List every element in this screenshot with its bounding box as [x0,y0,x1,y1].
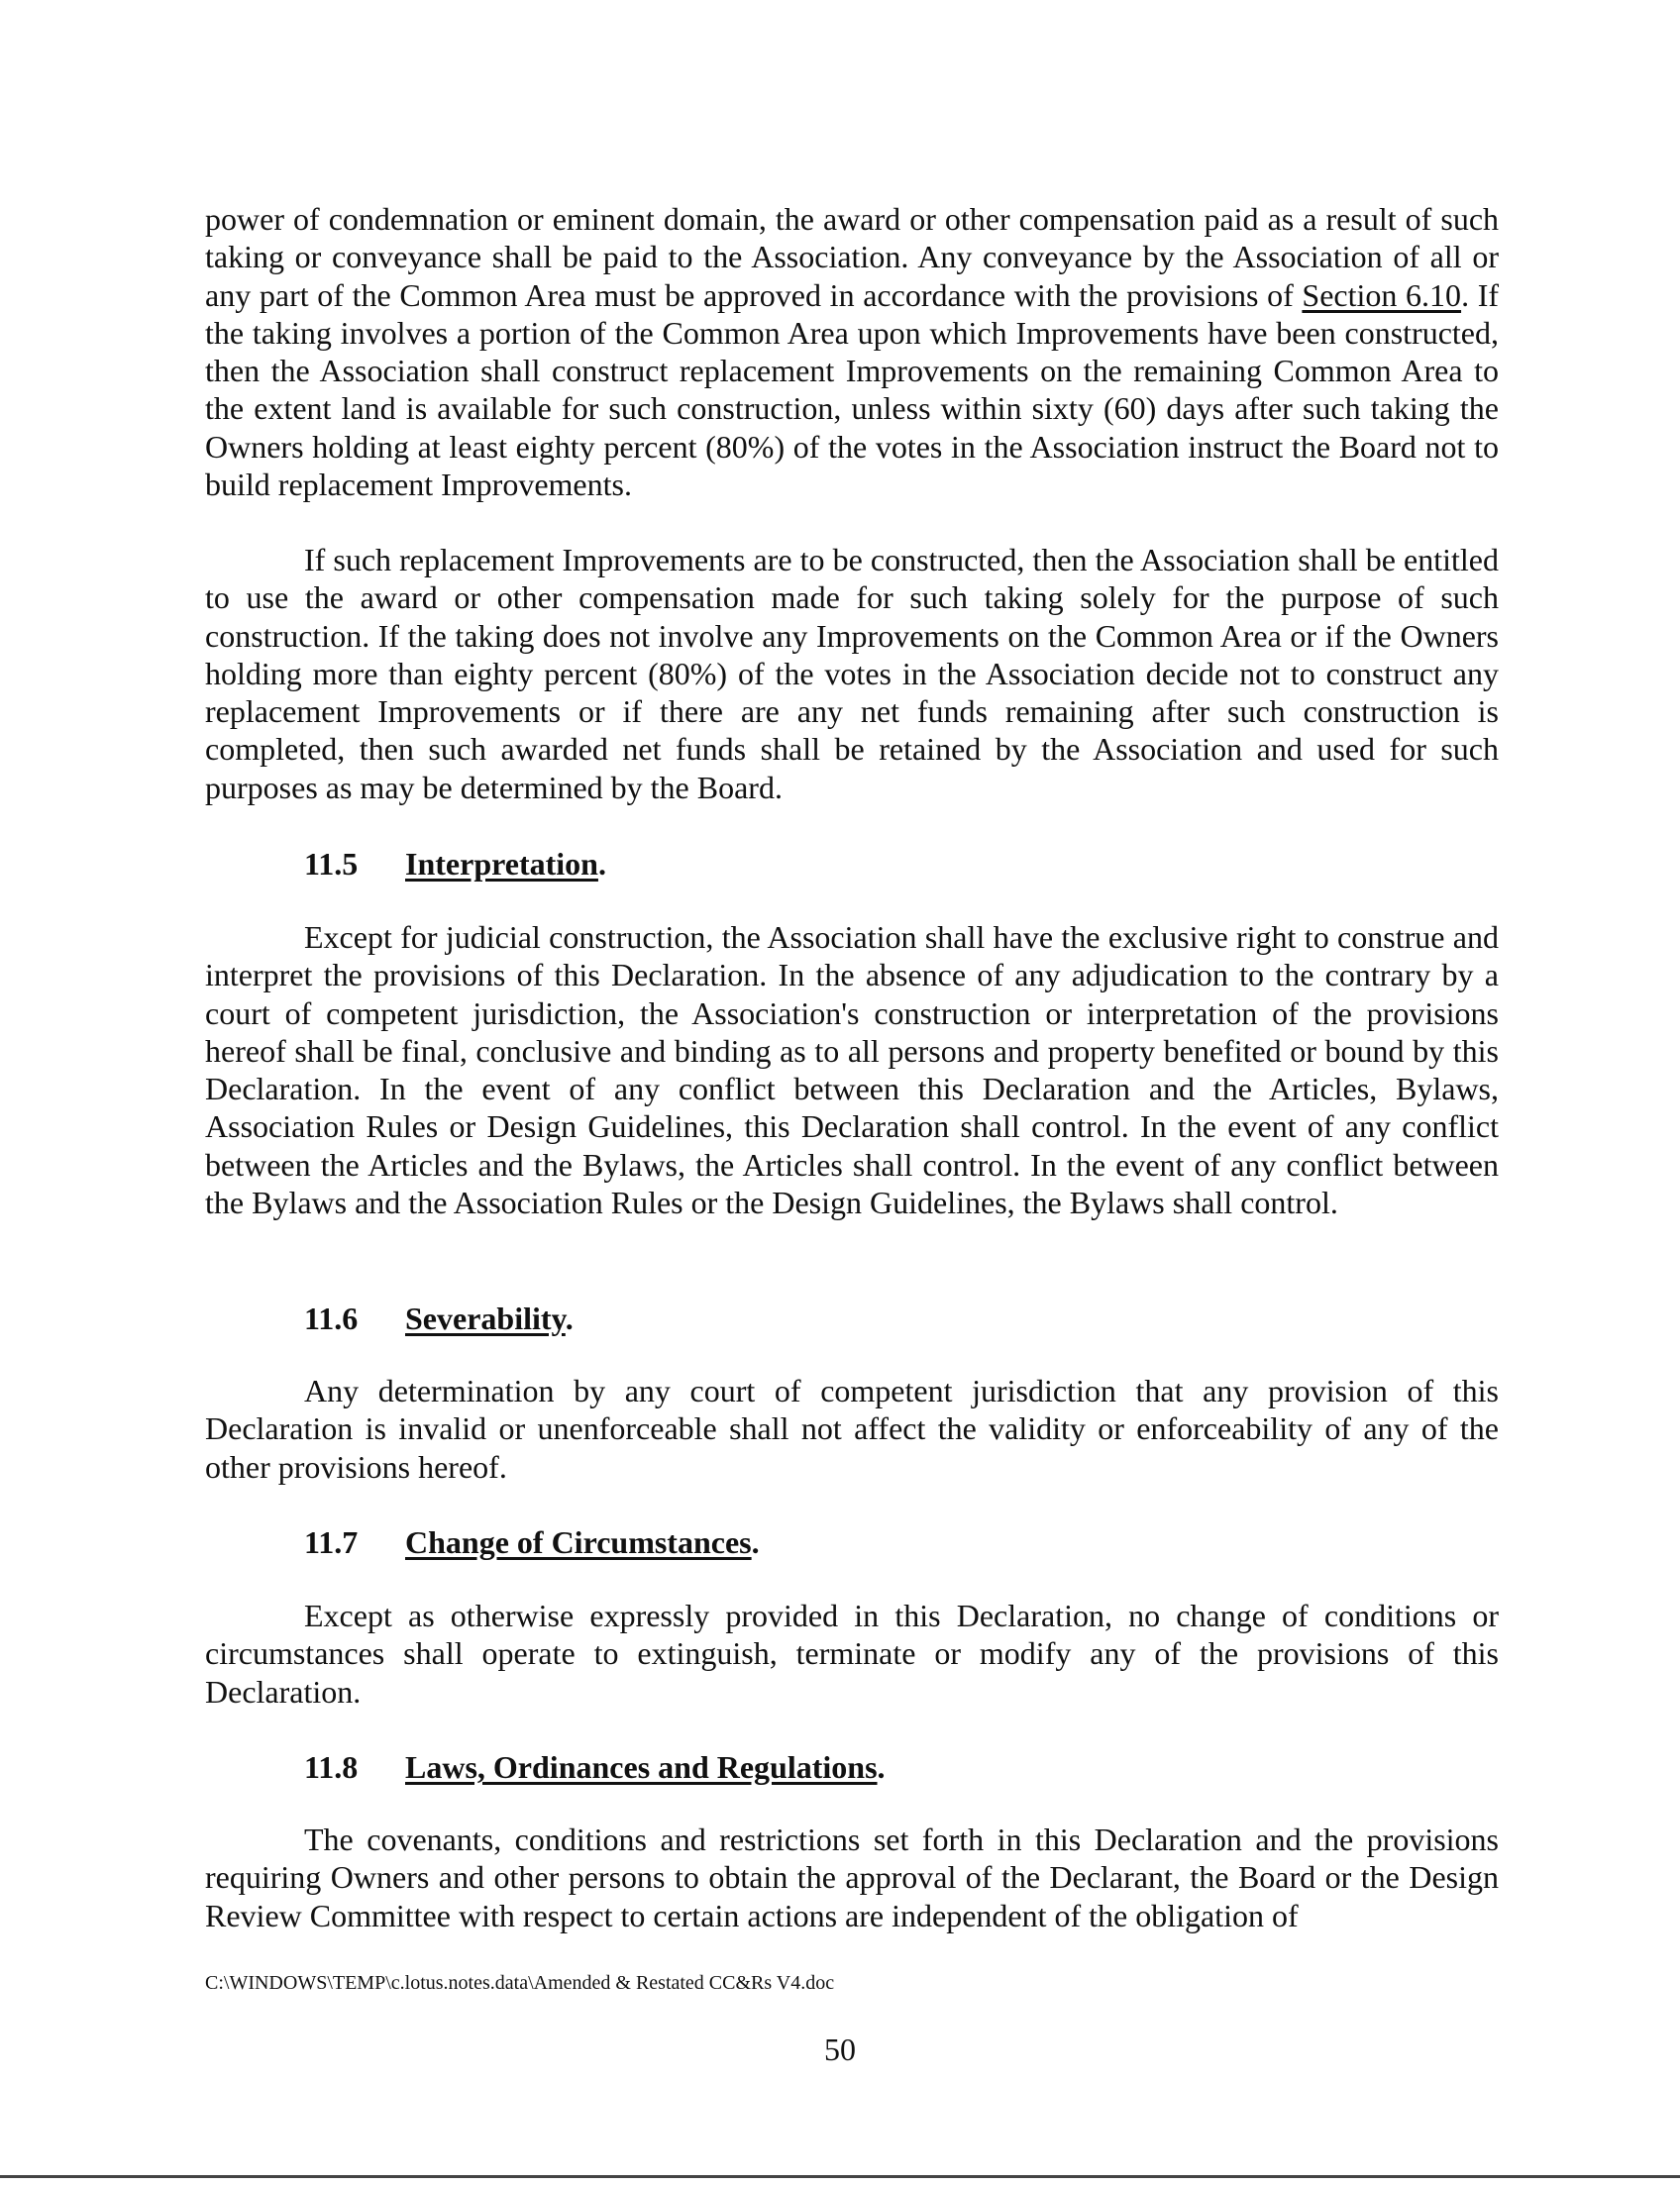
section-title: Interpretation [405,846,598,882]
section-heading-11-8 [304,1748,886,1786]
section-number: 11.8 [304,1749,359,1785]
section-number: 11.6 [304,1301,359,1336]
section-body-11-6: Any determination by any court of competent jurisdiction that any provision of this Declaration is invalid or unenforceable shall not affect the validity or enforceability of any of the other provisions hereof. [205,1373,1499,1485]
footer-file-path: C:\WINDOWS\TEMP\c.lotus.notes.data\Amended & Restated CC&Rs V4.doc [205,1972,835,1994]
section-body-11-8: The covenants, conditions and restrictions set forth in this Declaration and the provisions requiring Owners and other persons to obtain the approval of the Declarant, the Board or the Design Review Committee with respect to certain actions are independent of the obligation of [205,1822,1499,1933]
heading-period: . [751,1524,760,1560]
para-text: . If the taking involves a portion of the Common Area upon which Improvements have been constructed, then the Association shall construct replacement Improvements on the remaining Common Area to the extent land is available for such construction, unless within sixty (60) days after such taking the Owners holding at least eighty percent (80%) of the votes in the Association instruct the Board not to build replacement Improvements. [205,276,1500,503]
section-heading-11-5 [304,845,606,883]
section-title: Laws, Ordinances and Regulations [405,1749,878,1785]
section-heading-11-7 [304,1523,760,1561]
para-line: such taking or conveyance shall be paid to the Association. Any conveyance by the Association [205,201,1500,275]
paragraph-continuation [205,200,1499,503]
section-number: 11.7 [304,1524,359,1560]
paragraph-replacement-improvements: If such replacement Improvements are to be constructed, then the Association shall be entitled to use the award or other compensation made for such taking solely for the purpose of such construction. If the taking does not involve any Improvements on the Common Area or if the Owners holding more than eighty percent (80%) of the votes in the Association decide not to construct any replacement Improvements or if there are any net funds remaining after such construction is completed, then such awarded net funds shall be retained by the Association and used for such purposes as may be determined by the Board. [205,542,1499,805]
section-body-11-7: Except as otherwise expressly provided in this Declaration, no change of conditions or circumstances shall operate to extinguish, terminate or modify any of the provisions of this Declaration. [205,1598,1499,1710]
section-body-11-5: Except for judicial construction, the Association shall have the exclusive right to construe and interpret the provisions of this Declaration. In the absence of any adjudication to the contrary by a court of competent jurisdiction, the Association's construction or interpretation of the provisions hereof shall be final, conclusive and binding as to all persons and property benefited or bound by this Declaration. In the event of any conflict between this Declaration and the Articles, Bylaws, Association Rules or Design Guidelines, this Declaration shall control. In the event of any conflict between the Articles and the Bylaws, the Articles shall control. In the event of any conflict between the Bylaws and the Association Rules or the Design Guidelines, the Bylaws shall control. [205,919,1499,1221]
page-number: 50 [824,2031,856,2067]
para-line: power of condemnation or eminent domain, the award or other compensation paid as a result of [205,201,1432,237]
heading-period: . [565,1301,574,1336]
para-line: of all or any part of the Common Area must be approved in accordance with the provisions of [205,239,1500,313]
heading-period: . [597,846,606,882]
section-heading-11-6 [304,1300,574,1337]
section-title: Severability [405,1301,566,1336]
section-number: 11.5 [304,846,359,882]
section-title: Change of Circumstances [405,1524,752,1560]
scan-edge-rule [0,2175,1680,2178]
section-reference-link: Section 6.10 [1302,276,1462,313]
heading-period: . [877,1749,886,1785]
